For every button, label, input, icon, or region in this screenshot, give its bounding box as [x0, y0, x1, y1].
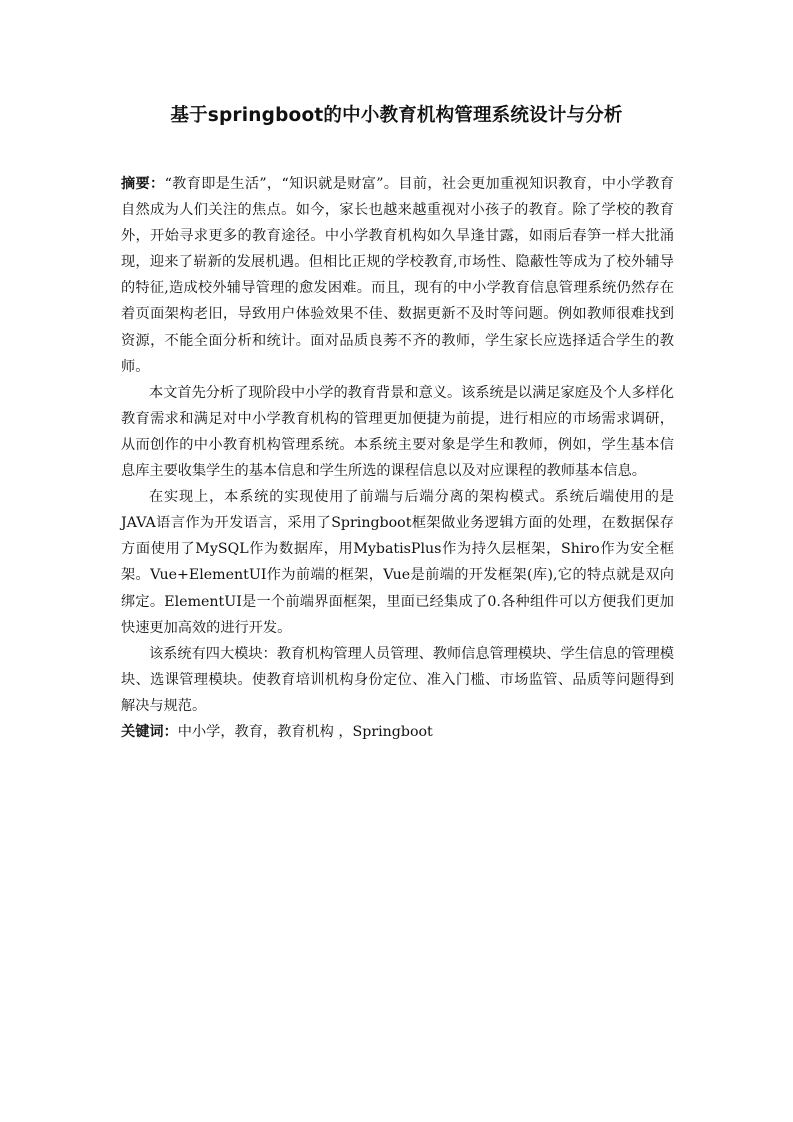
abstract-label: 摘要：	[121, 176, 165, 192]
abstract-paragraph-4: 该系统有四大模块：教育机构管理人员管理、教师信息管理模块、学生信息的管理模块、选课管理模块。使教育培训机构身份定位、准入门槛、市场监管、品质等问题得到解决与规范。	[121, 645, 674, 714]
keywords-value: 中小学，教育，教育机构 ，Springboot	[177, 723, 433, 740]
abstract-paragraph-3: 在实现上，本系统的实现使用了前端与后端分离的架构模式。系统后端使用的是JAVA语言作为开发语言，采用了Springboot框架做业务逻辑方面的处理，在数据保存方面使用了MySQL作为数据库，用MybatisPlus作为持久层框架，Shiro作为安全框架。Vue+ElementUI作为前端的框架，Vue是前端的开发框架(库),它的特点就是双向绑定。ElementUI是一个前端界面框架，里面已经集成了0.各种组件可以方便我们更加快速更加高效的进行开发。	[121, 489, 674, 636]
keywords-line	[121, 719, 674, 745]
abstract-paragraph-1-text: “教育即是生活”，“知识就是财富”。目前，社会更加重视知识教育，中小学教育自然成为人们关注的焦点。如今，家长也越来越重视对小孩子的教育。除了学校的教育外，开始寻求更多的教育途径。中小学教育机构如久旱逢甘露，如雨后春笋一样大批涌现，迎来了崭新的发展机遇。但相比正规的学校教育,市场性、隐蔽性等成为了校外辅导的特征,造成校外辅导管理的愈发困难。而且，现有的中小学教育信息管理系统仍然存在着页面架构老旧，导致用户体验效果不佳、数据更新不及时等问题。例如教师很难找到资源，不能全面分析和统计。面对品质良莠不齐的教师，学生家长应选择适合学生的教师。	[121, 176, 674, 375]
abstract-paragraph-1	[121, 171, 674, 380]
paper-title: 基于springboot的中小教育机构管理系统设计与分析	[170, 105, 623, 126]
abstract-paragraph-2: 本文首先分析了现阶段中小学的教育背景和意义。该系统是以满足家庭及个人多样化教育需求和满足对中小学教育机构的管理更加便捷为前提，进行相应的市场需求调研，从而创作的中小教育机构管理系统。本系统主要对象是学生和教师，例如，学生基本信息库主要收集学生的基本信息和学生所选的课程信息以及对应课程的教师基本信息。	[121, 384, 674, 480]
abstract-section	[121, 171, 674, 745]
keywords-label: 关键词：	[121, 723, 178, 740]
